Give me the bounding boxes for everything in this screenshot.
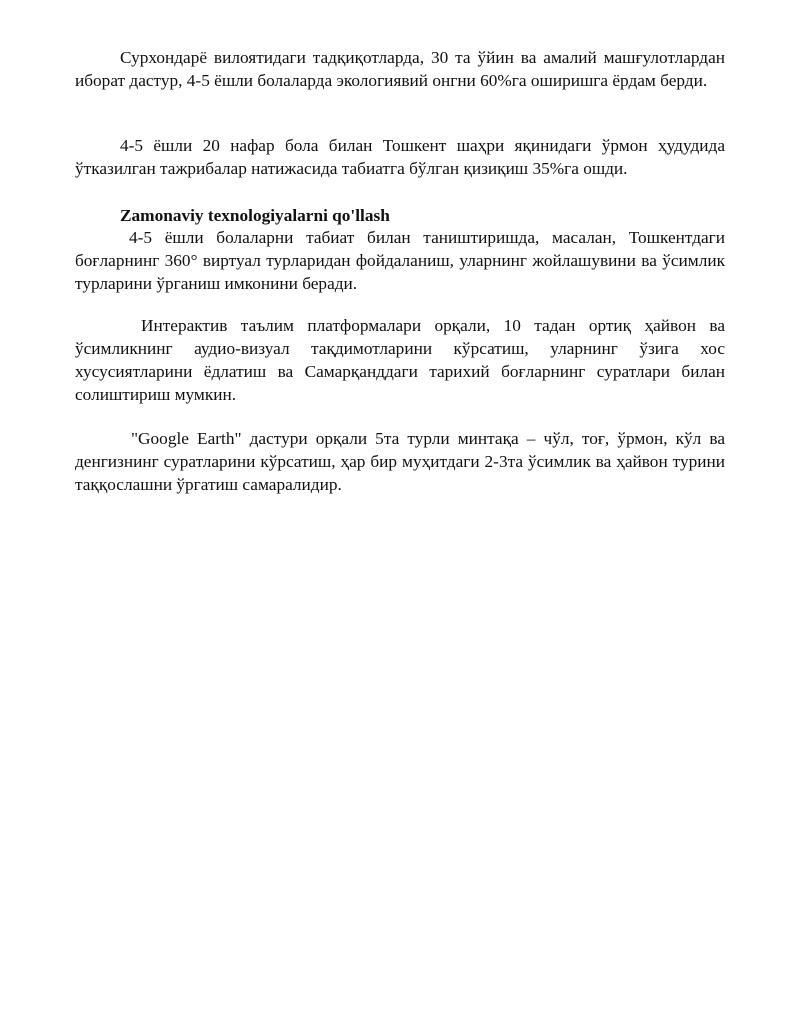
paragraph-virtual-tours: 4-5 ёшли болаларни табиат билан таништиришда, масалан, Тошкентдаги боғларнинг 360° виртуал турларидан фойдаланиш, уларнинг жойлашувини ва ўсимлик турларини ўрганиш имконини беради. — [75, 228, 725, 293]
paragraph-surkhandarya-study: Сурхондарё вилоятидаги тадқиқотларда, 30 та ўйин ва амалий машғулотлардан иборат дастур, 4-5 ёшли болаларда экологиявий онгни 60%га оширишга ёрдам берди. — [75, 48, 725, 90]
paragraph-interactive-platforms: Интерактив таълим платформалари орқали, 10 тадан ортиқ ҳайвон ва ўсимликнинг аудио-визуал тақдимотларини кўрсатиш, уларнинг ўзига хос хусусиятларини ёдлатиш ва Самарқанддаги тарихий боғларнинг суратлари билан солиштириш мумкин. — [75, 316, 725, 404]
section-heading: Zamonaviy texnologiyalarni qo'llash — [120, 206, 390, 225]
paragraph-tashkent-forest-experiment: 4-5 ёшли 20 нафар бола билан Тошкент шаҳри яқинидаги ўрмон ҳудудида ўтказилган тажрибалар натижасида табиатга бўлган қизиқиш 35%га ошди. — [75, 136, 725, 178]
paragraph-google-earth: "Google Earth" дастури орқали 5та турли минтақа – чўл, тоғ, ўрмон, кўл ва денгизнинг суратларини кўрсатиш, ҳар бир муҳитдаги 2-3та ўсимлик ва ҳайвон турини таққослашни ўргатиш самаралидир. — [75, 429, 725, 494]
